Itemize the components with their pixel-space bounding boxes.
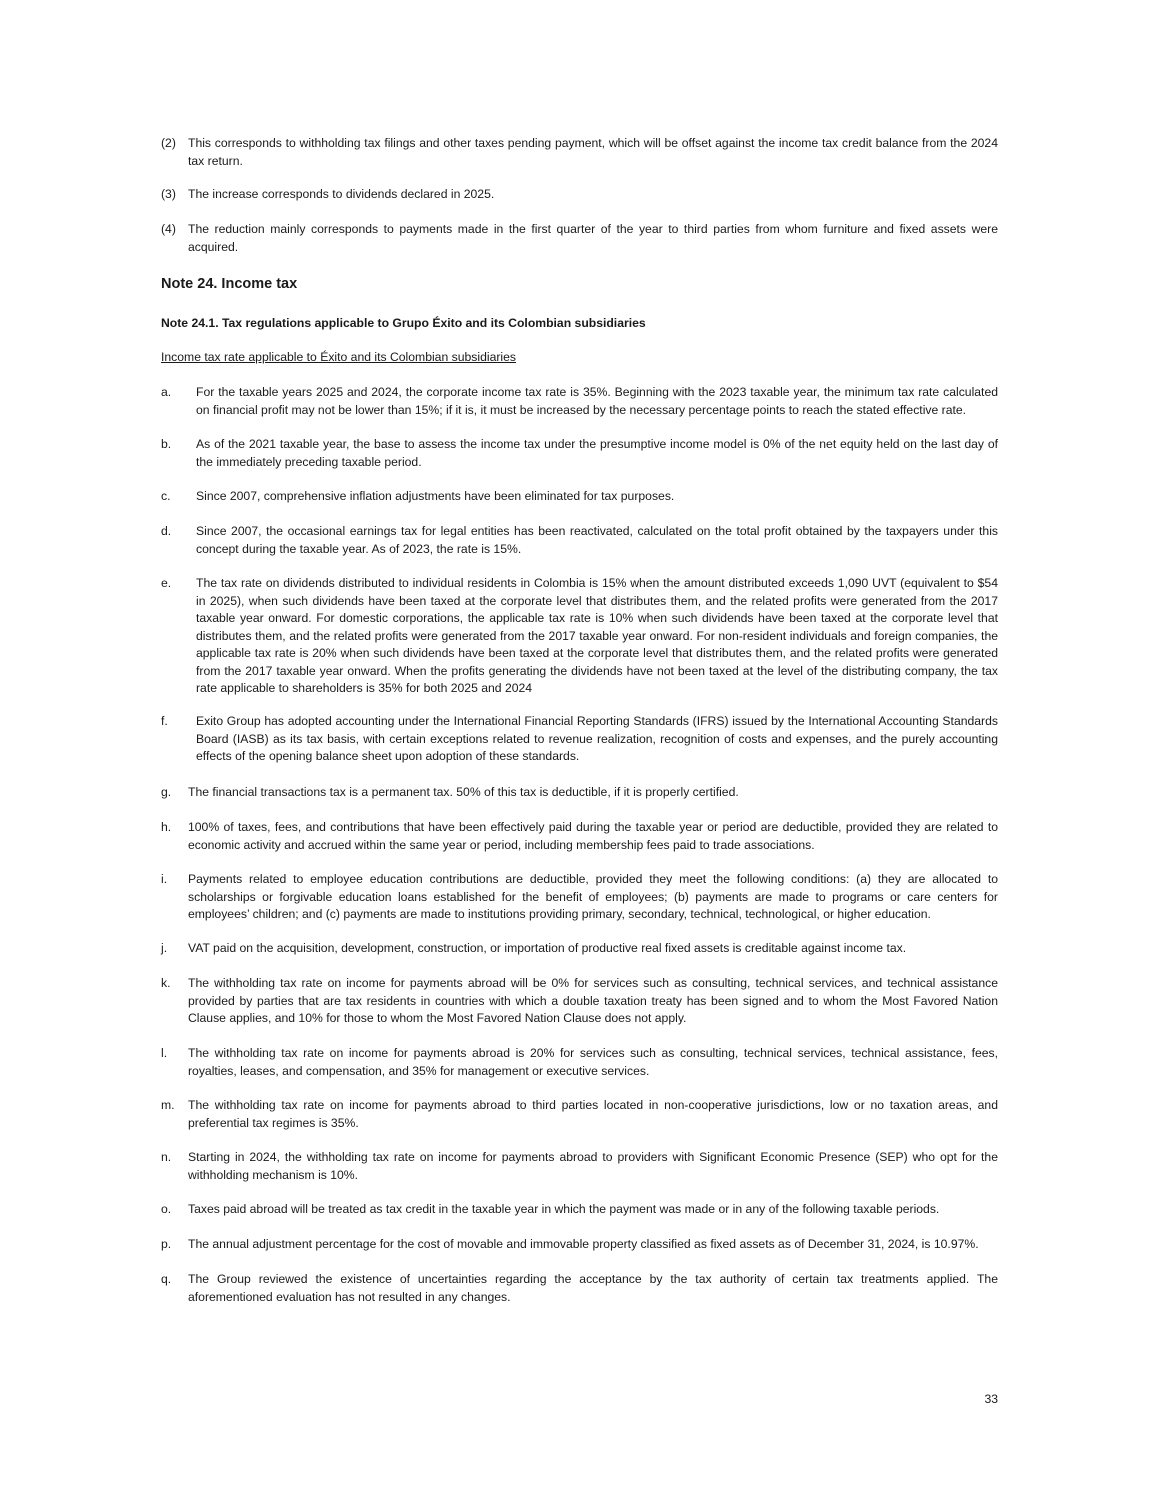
item-letter: m.	[161, 1098, 175, 1112]
item-text: Since 2007, the occasional earnings tax for legal entities has been reactivated, calculated on the total profit obtained by the taxpayers under this concept during the taxable year. As of 2023, the rate is 15%.	[196, 524, 998, 556]
item-letter: e.	[161, 576, 172, 590]
footnote-text: The increase corresponds to dividends declared in 2025.	[188, 187, 495, 201]
item-letter: i.	[161, 872, 168, 886]
item-letter: g.	[161, 785, 172, 799]
item-text: The Group reviewed the existence of uncertainties regarding the acceptance by the tax authority of certain tax treatments applied. The aforementioned evaluation has not resulted in any changes.	[188, 1272, 998, 1304]
item-text: The withholding tax rate on income for payments abroad to third parties located in non-cooperative jurisdictions, low or no taxation areas, and preferential tax regimes is 35%.	[188, 1098, 998, 1130]
list-item-c	[161, 488, 998, 506]
item-letter: o.	[161, 1202, 172, 1216]
item-text: Starting in 2024, the withholding tax rate on income for payments abroad to providers with Significant Economic Presence (SEP) who opt for the withholding mechanism is 10%.	[188, 1150, 998, 1182]
list-item-b	[161, 436, 998, 471]
list-item-l	[161, 1045, 998, 1080]
footnote-4	[161, 221, 998, 256]
item-letter: a.	[161, 385, 172, 399]
subnote-title: Note 24.1. Tax regulations applicable to Grupo Éxito and its Colombian subsidiaries	[161, 316, 646, 330]
item-text: The withholding tax rate on income for payments abroad will be 0% for services such as consulting, technical services, and technical assistance provided by parties that are tax residents in countries with which a double taxation treaty has been signed and to whom the Most Favored Nation Clause applies, and 10% for those to whom the Most Favored Nation Clause does not apply.	[188, 976, 998, 1025]
list-item-n	[161, 1149, 998, 1184]
footnote-text: This corresponds to withholding tax filings and other taxes pending payment, which will be offset against the income tax credit balance from the 2024 tax return.	[188, 136, 998, 168]
footnote-number: (4)	[161, 222, 176, 236]
list-item-i	[161, 871, 998, 924]
item-text: Since 2007, comprehensive inflation adjustments have been eliminated for tax purposes.	[196, 489, 675, 503]
item-letter: l.	[161, 1046, 168, 1060]
note-title: Note 24. Income tax	[161, 276, 298, 292]
item-letter: h.	[161, 820, 172, 834]
item-text: Exito Group has adopted accounting under the International Financial Reporting Standards (IFRS) issued by the International Accounting Standards Board (IASB) as its tax basis, with certain exceptions related to revenue realization, recognition of costs and expenses, and the purely accounting effects of the opening balance sheet upon adoption of these standards.	[196, 714, 998, 763]
item-text: 100% of taxes, fees, and contributions that have been effectively paid during the taxable year or period are deductible, provided they are related to economic activity and accrued within the same year or period, including membership fees paid to trade associations.	[188, 820, 998, 852]
section-heading: Income tax rate applicable to Éxito and its Colombian subsidiaries	[161, 350, 516, 364]
list-item-h	[161, 819, 998, 854]
item-letter: k.	[161, 976, 171, 990]
item-text: Taxes paid abroad will be treated as tax credit in the taxable year in which the payment was made or in any of the following taxable periods.	[188, 1202, 940, 1216]
item-text: As of the 2021 taxable year, the base to assess the income tax under the presumptive income model is 0% of the net equity held on the last day of the immediately preceding taxable period.	[196, 437, 998, 469]
list-item-f	[161, 713, 998, 766]
item-text: The tax rate on dividends distributed to individual residents in Colombia is 15% when the amount distributed exceeds 1,090 UVT (equivalent to $54 in 2025), when such dividends have been taxed at the corporate level that distributes them, and the related profits were generated from the 2017 taxable year onward. For domestic corporations, the applicable tax rate is 10% when such dividends have been taxed at the corporate level that distributes them, and the related profits were generated from the 2017 taxable year onward. For non-resident individuals and foreign companies, the applicable tax rate is 20% when such dividends have been taxed at the corporate level that distributes them, and the related profits were generated from the 2017 taxable year onward. When the profits generating the dividends have not been taxed at the level of the distributing company, the tax rate applicable to shareholders is 35% for both 2025 and 2024	[196, 576, 998, 695]
footnote-number: (3)	[161, 187, 176, 201]
item-text: The annual adjustment percentage for the cost of movable and immovable property classified as fixed assets as of December 31, 2024, is 10.97%.	[188, 1237, 979, 1251]
item-letter: b.	[161, 437, 172, 451]
list-item-p	[161, 1236, 998, 1254]
item-letter: q.	[161, 1272, 172, 1286]
item-letter: c.	[161, 489, 171, 503]
list-item-g	[161, 784, 998, 802]
footnote-2	[161, 135, 998, 170]
item-letter: d.	[161, 524, 172, 538]
item-letter: n.	[161, 1150, 172, 1164]
item-text: The withholding tax rate on income for payments abroad is 20% for services such as consulting, technical services, technical assistance, fees, royalties, leases, and compensation, and 35% for management or executive services.	[188, 1046, 998, 1078]
footnote-text: The reduction mainly corresponds to payments made in the first quarter of the year to third parties from whom furniture and fixed assets were acquired.	[188, 222, 998, 254]
page-number: 33	[984, 1392, 998, 1406]
item-letter: f.	[161, 714, 168, 728]
item-text: The financial transactions tax is a permanent tax. 50% of this tax is deductible, if it is properly certified.	[188, 785, 739, 799]
list-item-e	[161, 575, 998, 698]
footnote-number: (2)	[161, 136, 176, 150]
list-item-m	[161, 1097, 998, 1132]
item-text: For the taxable years 2025 and 2024, the corporate income tax rate is 35%. Beginning with the 2023 taxable year, the minimum tax rate calculated on financial profit may not be lower than 15%; if it is, it must be increased by the necessary percentage points to reach the stated effective rate.	[196, 385, 998, 417]
item-text: VAT paid on the acquisition, development, construction, or importation of productive real fixed assets is creditable against income tax.	[188, 941, 907, 955]
list-item-a	[161, 384, 998, 419]
list-item-j	[161, 940, 998, 958]
item-text: Payments related to employee education contributions are deductible, provided they meet the following conditions: (a) they are allocated to scholarships or forgivable education loans established for the benefit of employees; (b) payments are made to programs or care centers for employees’ children; and (c) payments are made to institutions providing primary, secondary, technical, technological, or higher education.	[188, 872, 998, 921]
item-letter: j.	[161, 941, 168, 955]
list-item-q	[161, 1271, 998, 1306]
footnote-3	[161, 186, 998, 204]
item-letter: p.	[161, 1237, 172, 1251]
list-item-o	[161, 1201, 998, 1219]
list-item-k	[161, 975, 998, 1028]
list-item-d	[161, 523, 998, 558]
